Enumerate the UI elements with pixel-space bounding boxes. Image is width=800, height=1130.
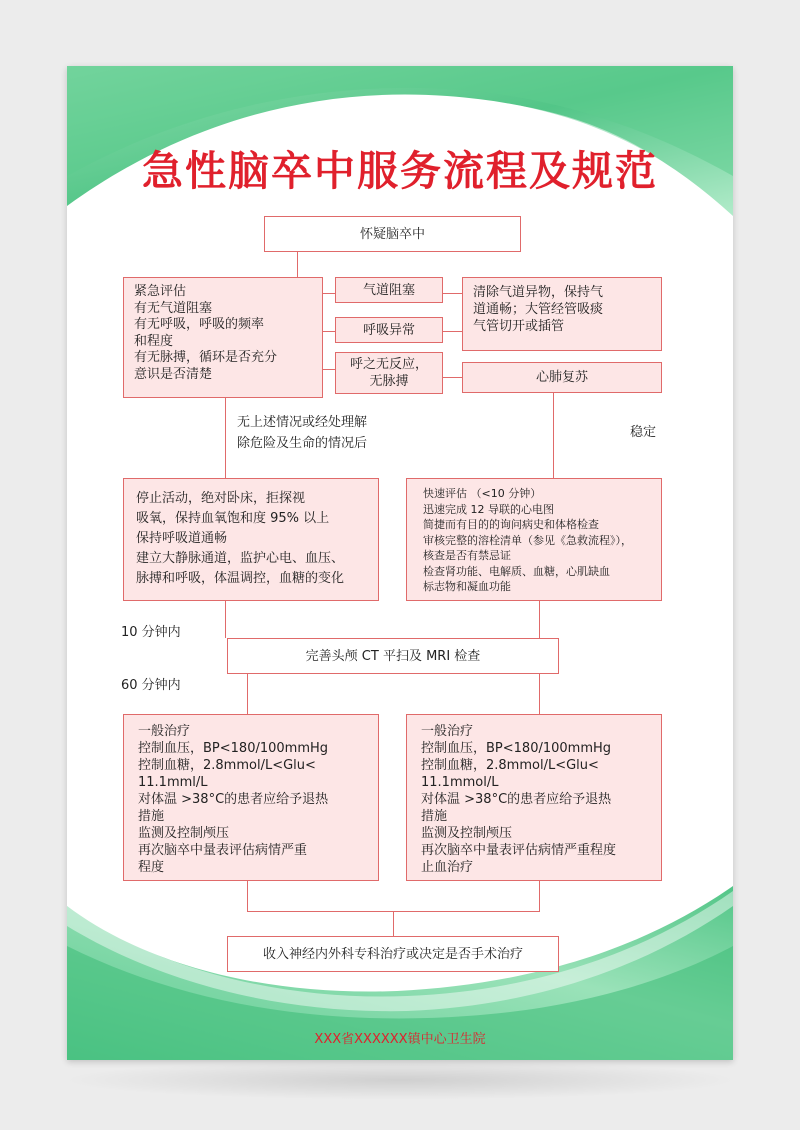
connector-line xyxy=(443,377,462,378)
connector-line xyxy=(539,674,540,714)
connector-line xyxy=(443,331,462,332)
connector-line xyxy=(247,881,248,911)
connector-line xyxy=(539,601,540,638)
suspect-stroke-box: 怀疑脑卒中 xyxy=(264,216,521,252)
admission-box: 收入神经内外科专科治疗或决定是否手术治疗 xyxy=(227,936,559,972)
treatment-left-box: 一般治疗 控制血压，BP<180/100mmHg 控制血糖，2.8mmol/L<Glu< 11.1mml/L 对体温 >38°C的患者应给予退热 措施 监测及控制颅压 再次脑卒中量表评估病情严重 程度 xyxy=(123,714,379,881)
connector-line xyxy=(323,293,335,294)
bed-rest-box: 停止活动，绝对卧床，拒探视 吸氧，保持血氧饱和度 95% 以上 保持呼吸道通畅 建立大静脉通道，监护心电、血压、 脉搏和呼吸，体温调控，血糖的变化 xyxy=(123,478,379,601)
no-danger-note: 无上述情况或经处理解 除危险及生命的情况后 xyxy=(237,415,368,451)
connector-line xyxy=(297,252,298,277)
connector-line xyxy=(393,911,394,936)
connector-line xyxy=(247,674,248,714)
emergency-assessment-box: 紧急评估 有无气道阻塞 有无呼吸，呼吸的频率 和程度 有无脉搏，循环是否充分 意识是否清楚 xyxy=(123,277,323,398)
page-title: 急性脑卒中服务流程及规范 xyxy=(142,147,658,195)
poster-shadow xyxy=(60,1060,740,1100)
connector-line xyxy=(443,293,462,294)
connector-line xyxy=(323,331,335,332)
poster xyxy=(67,66,733,1060)
connector-line xyxy=(539,881,540,911)
within-10-min-label: 10 分钟内 xyxy=(121,625,181,640)
ct-mri-box: 完善头颅 CT 平扫及 MRI 检查 xyxy=(227,638,559,674)
connector-line xyxy=(553,393,554,478)
stable-label: 稳定 xyxy=(630,425,657,440)
connector-line xyxy=(323,369,335,370)
airway-obstruction-box: 气道阻塞 xyxy=(335,277,443,303)
hospital-name: XXX省XXXXXX镇中心卫生院 xyxy=(314,1032,486,1047)
cpr-box: 心肺复苏 xyxy=(462,362,662,393)
clear-airway-box: 清除气道异物，保持气 道通畅；大管经管吸痰 气管切开或插管 xyxy=(462,277,662,351)
breathing-abnormal-box: 呼吸异常 xyxy=(335,317,443,343)
treatment-right-box: 一般治疗 控制血压，BP<180/100mmHg 控制血糖，2.8mmol/L<Glu< 11.1mmol/L 对体温 >38°C的患者应给予退热 措施 监测及控制颅压 再次脑卒中量表评估病情严重程度 止血治疗 xyxy=(406,714,662,881)
connector-line xyxy=(225,398,226,478)
no-response-box: 呼之无反应， 无脉搏 xyxy=(335,352,443,394)
quick-assessment-box: 快速评估 （<10 分钟） 迅速完成 12 导联的心电图 简捷而有目的的询问病史和体格检查 审核完整的溶栓清单（参见《急救流程》）， 核查是否有禁忌证 检查肾功能、电解质、血糖，心肌缺血 标志物和凝血功能 xyxy=(406,478,662,601)
connector-line xyxy=(225,601,226,638)
within-60-min-label: 60 分钟内 xyxy=(121,678,181,693)
